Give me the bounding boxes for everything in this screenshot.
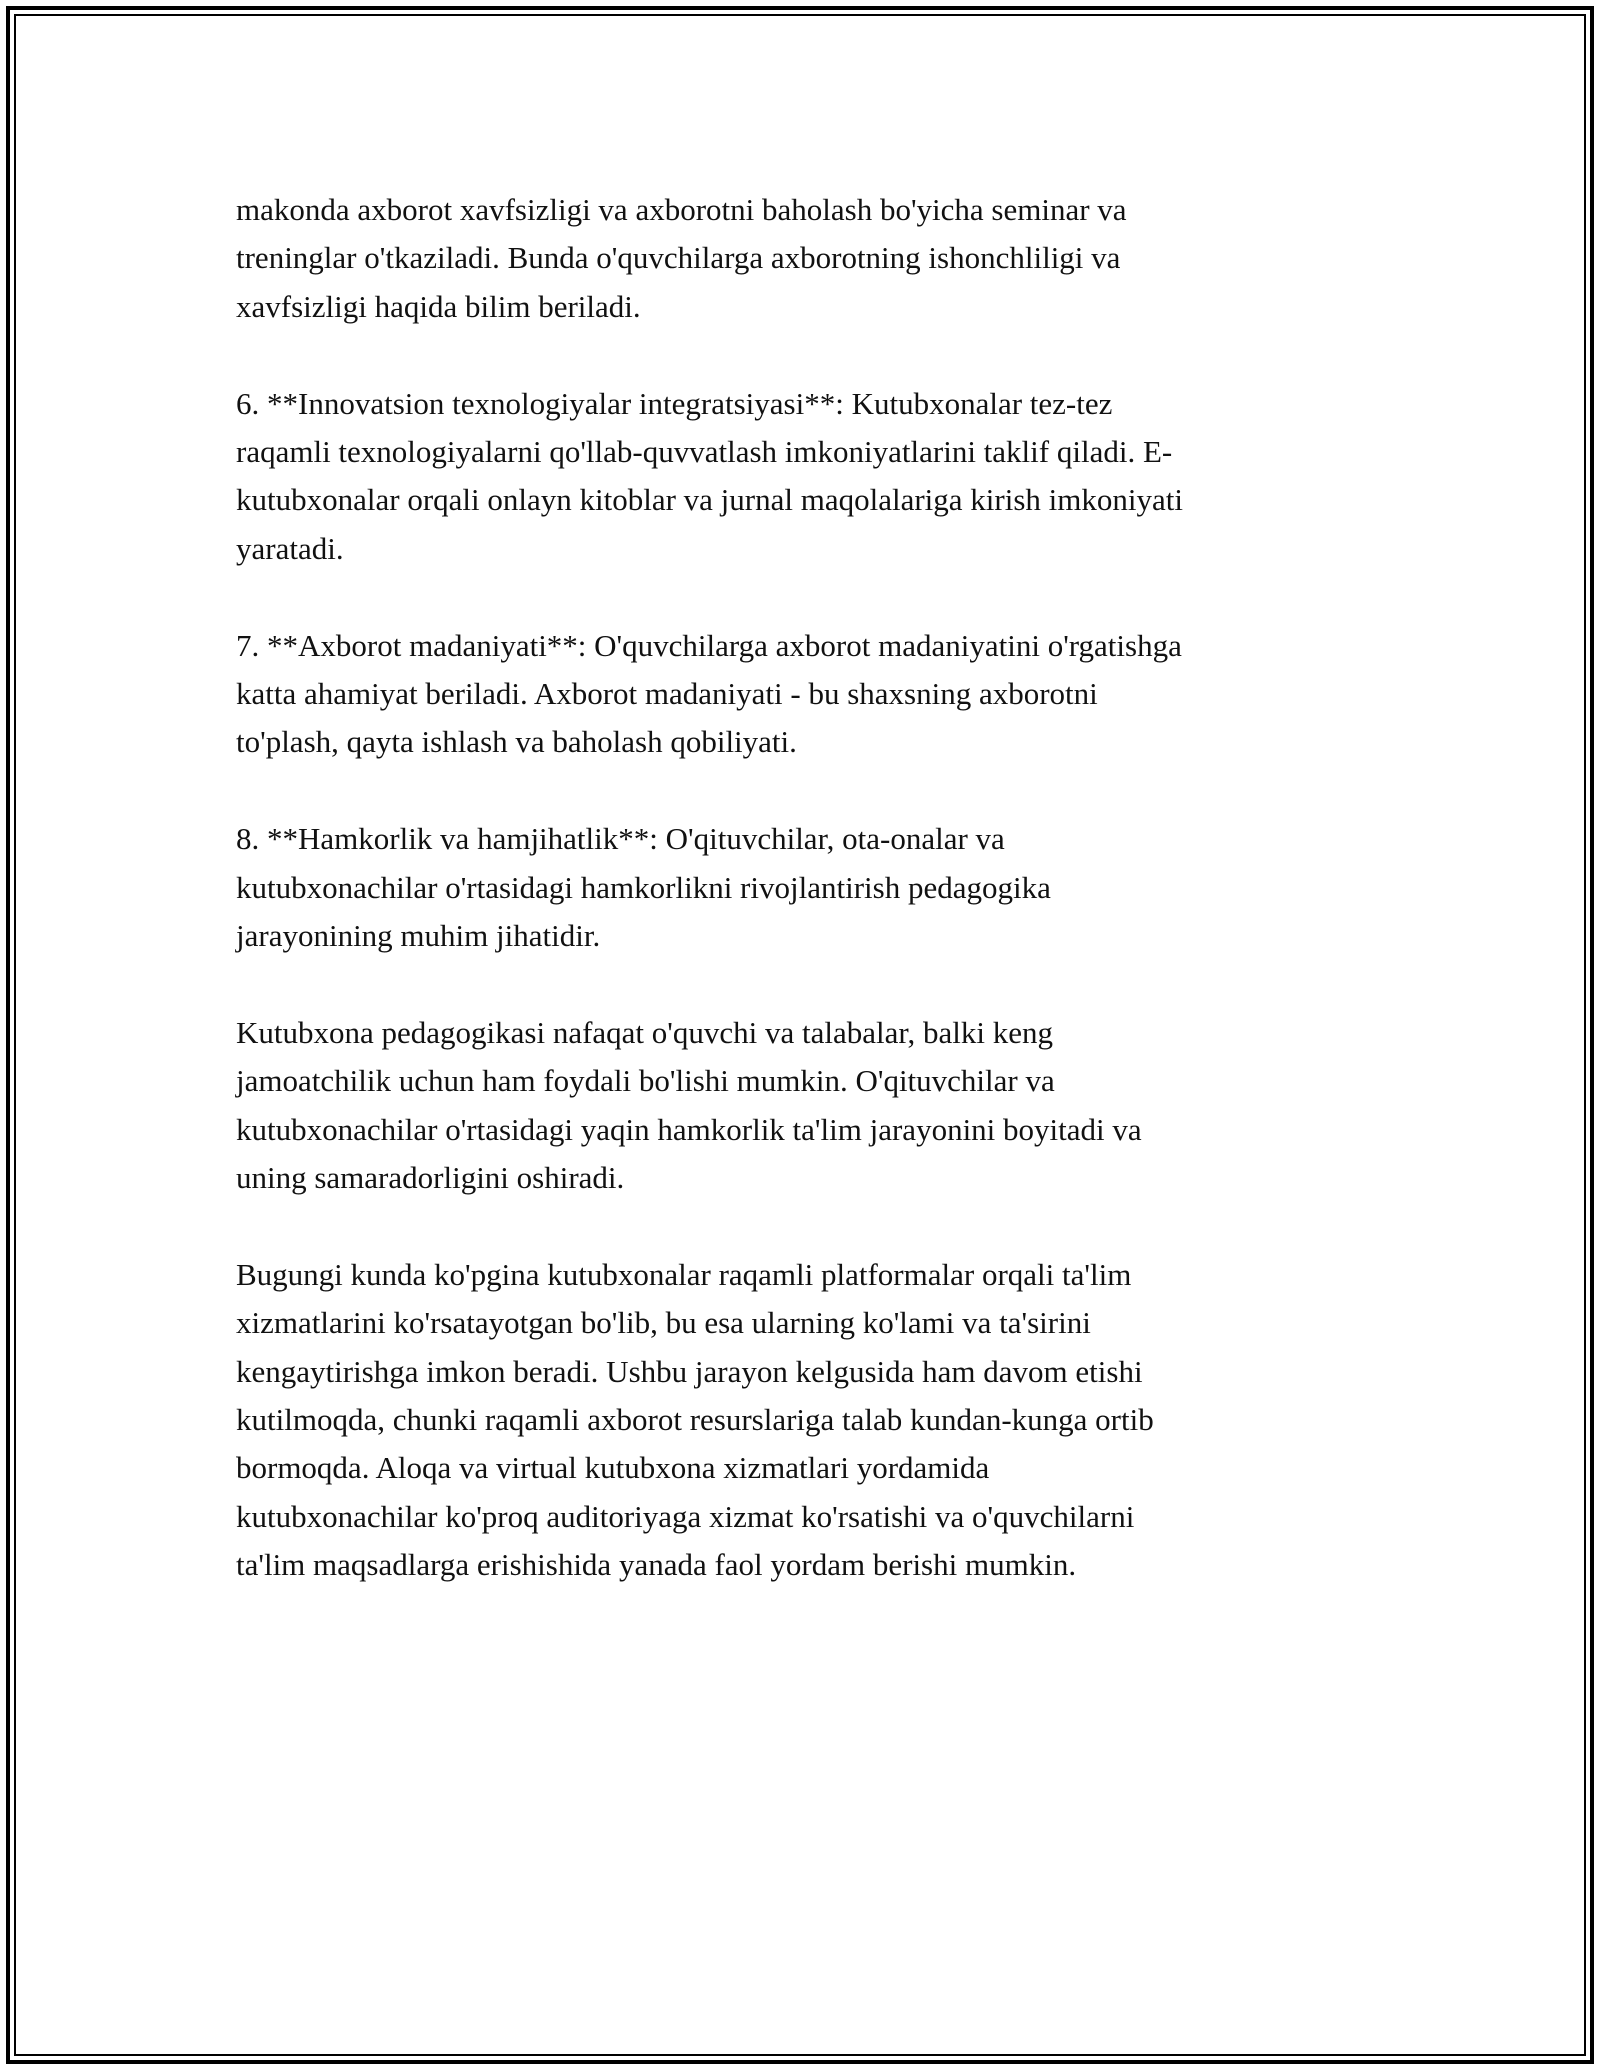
paragraph-item-6: 6. **Innovatsion texnologiyalar integratsiyasi**: Kutubxonalar tez-tez raqamli texnologiyalarni qo'llab-quvvatlash imkoniyatlarini taklif qiladi. E- kutubxonalar orqali onlayn kitoblar va jurnal maqolalariga kirish imkoniyati yaratadi. — [236, 385, 1183, 566]
paragraph-item-8: 8. **Hamkorlik va hamjihatlik**: O'qituvchilar, ota-onalar va kutubxonachilar o'rtasidagi hamkorlikni rivojlantirish pedagogika jarayonining muhim jihatidir. — [236, 821, 1051, 954]
paragraph-continuation: makonda axborot xavfsizligi va axborotni baholash bo'yicha seminar va treninglar o'tkaziladi. Bunda o'quvchilarga axborotning ishonchliligi va xavfsizligi haqida bilim beriladi. — [236, 192, 1127, 324]
paragraph-summary: Kutubxona pedagogikasi nafaqat o'quvchi va talabalar, balki keng jamoatchilik uchun ham foydali bo'lishi mumkin. O'qituvchilar va kutubxonachilar o'rtasidagi yaqin hamkorlik ta'lim jarayonini boyitadi va uning samaradorligini oshiradi. — [236, 1014, 1142, 1196]
paragraph-item-7: 7. **Axborot madaniyati**: O'quvchilarga axborot madaniyatini o'rgatishga katta ahamiyat beriladi. Axborot madaniyati - bu shaxsning axborotni to'plash, qayta ishlash va baholash qobiliyati. — [236, 627, 1182, 760]
paragraph-conclusion: Bugungi kunda ko'pgina kutubxonalar raqamli platformalar orqali ta'lim xizmatlarini ko'rsatayotgan bo'lib, bu esa ularning ko'lami va ta'sirini kengaytirishga imkon beradi. Ushbu jarayon kelgusida ham davom etishi kutilmoqda, chunki raqamli axborot resurslariga talab kundan-kunga ortib bormoqda. Aloqa va virtual kutubxona xizmatlari yordamida kutubxonachilar ko'proq auditoriyaga xizmat ko'rsatishi va o'quvchilarni ta'lim maqsadlarga erishishida yanada faol yordam berishi mumkin. — [236, 1256, 1154, 1583]
document-body — [236, 186, 1366, 1638]
